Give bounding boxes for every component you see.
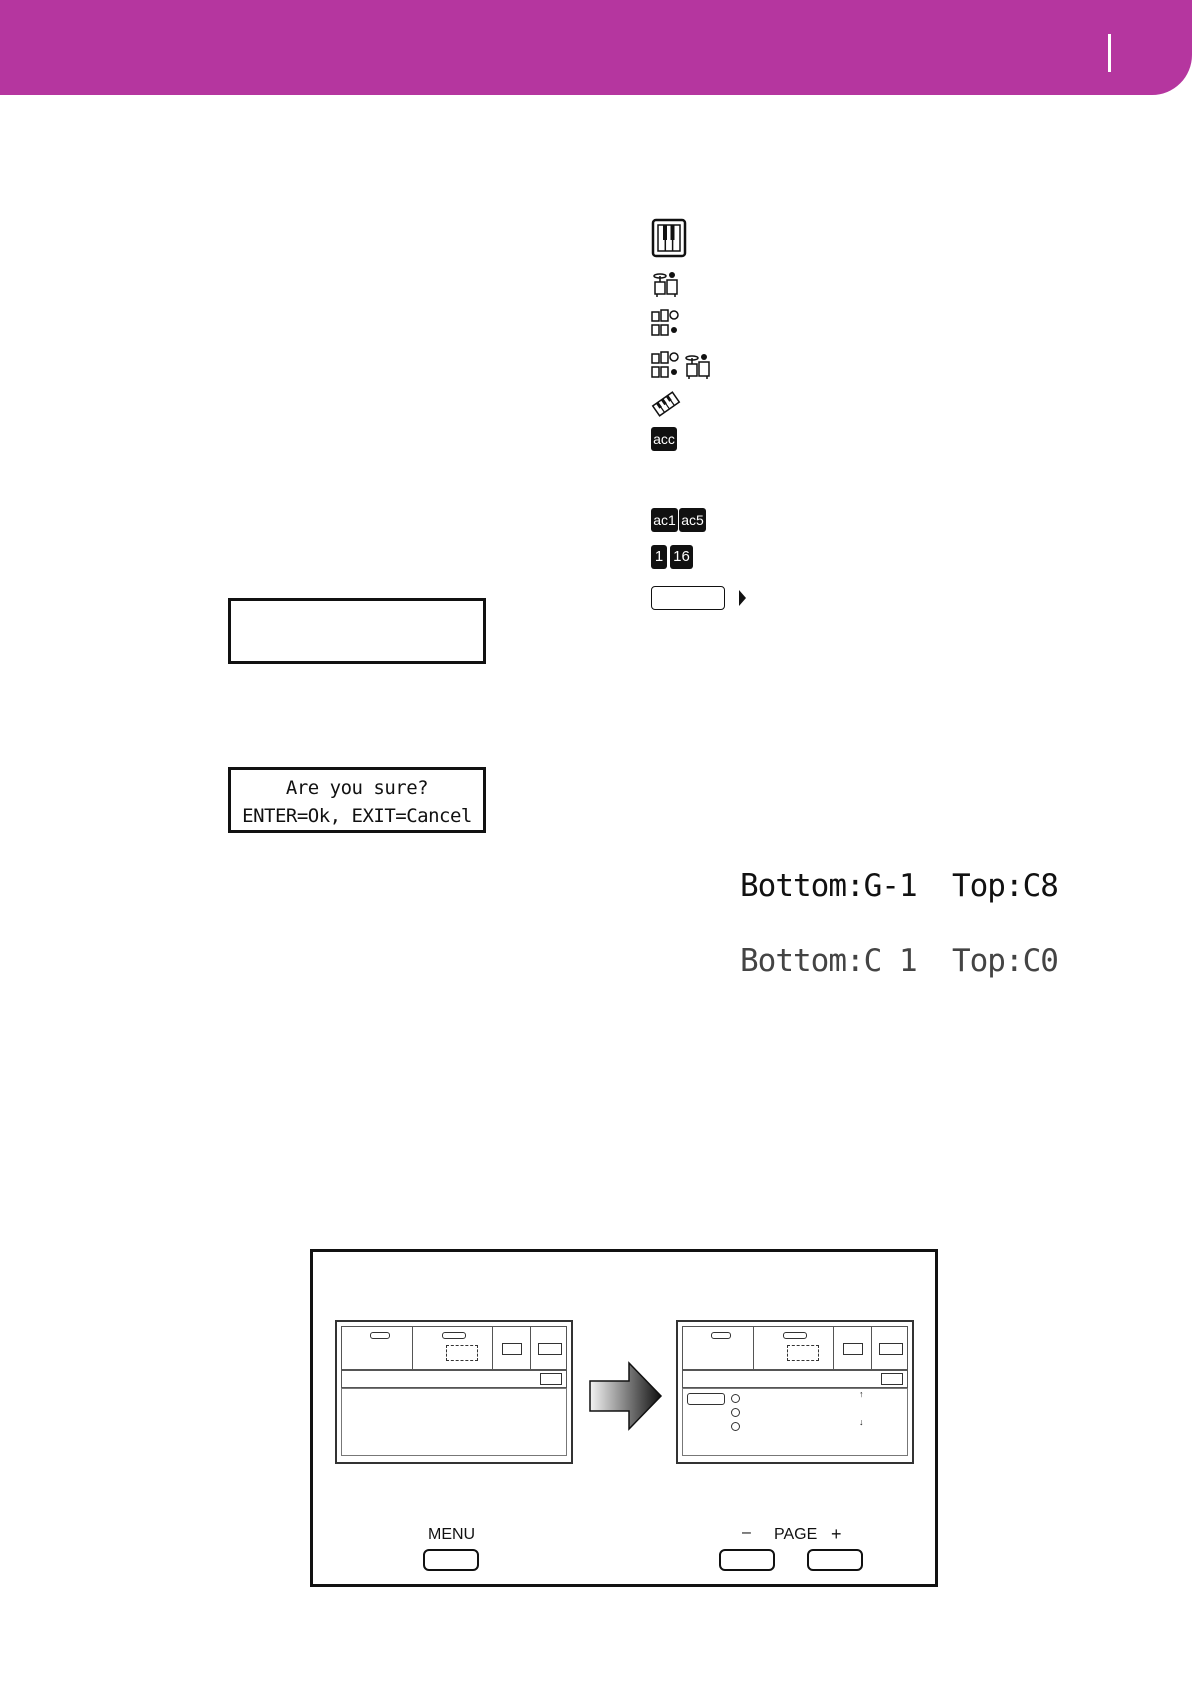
menu-page-diagram — [310, 1249, 938, 1587]
ac5-icon: ac5 — [679, 508, 706, 532]
confirm-line-1: Are you sure? — [285, 777, 429, 799]
display-status-area — [682, 1326, 908, 1370]
slanted-keyboard-icon — [651, 389, 681, 419]
percussion-icon — [650, 308, 680, 338]
track-1-icon: 1 — [651, 545, 667, 569]
page-button-label: PAGE — [774, 1526, 818, 1543]
confirm-lcd-display — [228, 767, 486, 833]
ac1-icon: ac1 — [651, 508, 678, 532]
empty-lcd-display — [228, 598, 486, 664]
triangle-right-icon — [737, 589, 747, 607]
drum-kit-icon — [652, 270, 680, 298]
track-16-icon: 16 — [670, 545, 693, 569]
percussion-icon — [650, 350, 680, 380]
display-status-area — [341, 1326, 567, 1370]
display-menu-list: ↑ ↓ — [682, 1388, 908, 1456]
drum-kit-icon — [684, 352, 712, 380]
page-minus-button[interactable] — [719, 1549, 775, 1571]
keyboard-icon — [651, 218, 687, 258]
display-before — [335, 1320, 573, 1464]
display-page-bar — [341, 1370, 567, 1388]
display-main-area — [341, 1388, 567, 1456]
confirm-line-2: ENTER=Ok, EXIT=Cancel — [242, 805, 472, 827]
menu-button-label: MENU — [428, 1526, 476, 1543]
parameter-field-icon — [651, 586, 725, 610]
acc-icon: acc — [651, 427, 677, 451]
page-plus-label: + — [831, 1524, 842, 1544]
range-display-solid: Bottom:G-1 Top:C8 — [740, 868, 1058, 904]
page-plus-button[interactable] — [807, 1549, 863, 1571]
menu-button[interactable] — [423, 1549, 479, 1571]
page-minus-label: – — [742, 1524, 751, 1541]
header-divider — [1108, 34, 1111, 72]
display-page-bar — [682, 1370, 908, 1388]
range-display-dotted: Bottom:C 1 Top:C0 — [740, 943, 1058, 979]
display-after — [676, 1320, 914, 1464]
header-band — [0, 0, 1192, 95]
transition-arrow-icon — [589, 1361, 663, 1431]
